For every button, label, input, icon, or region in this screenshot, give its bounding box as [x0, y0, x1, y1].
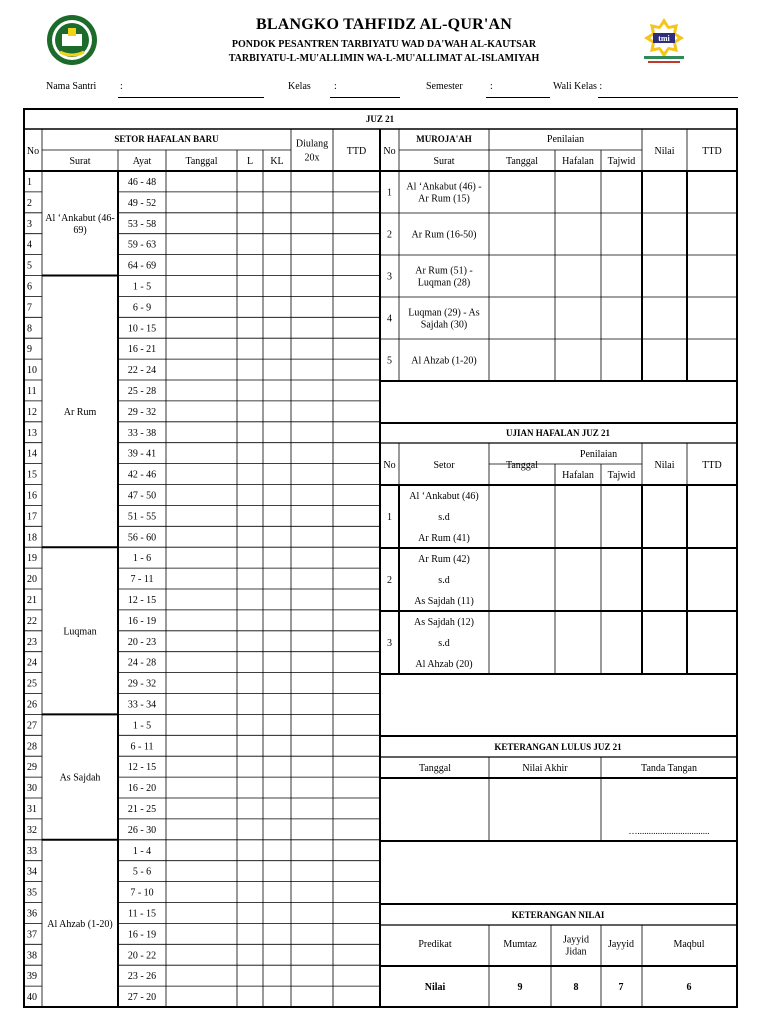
muroja-row-surat: Sajdah (30) [420, 319, 468, 331]
row-number: 38 [27, 950, 37, 962]
row-number: 7 [27, 302, 32, 314]
row-number: 20 [27, 574, 37, 586]
ayat-range: 29 - 32 [127, 678, 157, 690]
page-title: BLANGKO TAHFIDZ AL-QUR'AN [256, 16, 512, 33]
semester-colon: : [490, 81, 493, 92]
ayat-range: 20 - 23 [127, 636, 157, 648]
row-number: 31 [27, 803, 37, 815]
kelas-label: Kelas [288, 81, 311, 92]
kelas-colon: : [334, 81, 337, 92]
row-number: 21 [27, 594, 37, 606]
col-ayat: Ayat [132, 156, 152, 167]
ujian-col-tajwid: Tajwid [607, 470, 636, 481]
ujian-col-hafalan: Hafalan [562, 470, 594, 481]
row-number: 16 [27, 490, 37, 502]
ayat-range: 16 - 20 [127, 783, 157, 795]
nilai-value: 7 [618, 982, 624, 993]
ayat-range: 12 - 15 [127, 594, 157, 606]
ayat-range: 16 - 19 [127, 929, 157, 941]
ayat-range: 33 - 38 [127, 427, 157, 439]
institution-subtitle: TARBIYATU-L-MU'ALLIMIN WA-L-MU'ALLIMAT AL-ISLAMIYAH [228, 53, 540, 64]
muroja-row-surat: Al ‘Ankabut (46) - [406, 181, 482, 193]
ayat-range: 24 - 28 [127, 657, 157, 669]
ayat-range: 42 - 46 [127, 469, 157, 481]
row-number: 37 [27, 929, 37, 941]
row-number: 17 [27, 511, 37, 523]
ayat-range: 16 - 21 [127, 344, 157, 356]
muroja-row-surat: Ar Rum (15) [418, 193, 470, 205]
predikat-jayyid: Jayyid [607, 939, 635, 950]
ayat-range: 47 - 50 [127, 490, 157, 502]
ayat-range: 20 - 22 [127, 950, 157, 962]
muroja-col-tanggal: Tanggal [505, 156, 539, 167]
muroja-row-surat: Al Ahzab (1-20) [411, 355, 477, 367]
muroja-row-no: 2 [387, 229, 392, 241]
muroja-row-no: 3 [387, 271, 392, 283]
col-diulang: 20x [304, 152, 320, 164]
signature-line: …................................ [628, 826, 710, 836]
muroja-title: MUROJA'AH [416, 134, 472, 144]
ayat-range: 11 - 15 [128, 908, 156, 920]
row-number: 39 [27, 971, 37, 983]
row-number: 5 [27, 260, 32, 272]
muroja-col-tajwid: Tajwid [607, 156, 636, 167]
row-number: 13 [27, 427, 37, 439]
ujian-penilaian: Penilaian [579, 449, 618, 460]
ujian-row-setor: Ar Rum (42) [418, 554, 470, 565]
row-number: 28 [27, 741, 37, 753]
row-number: 34 [27, 866, 37, 878]
lulus-col-tanggal: Tanggal [418, 763, 452, 774]
nilai-value: 6 [686, 982, 692, 993]
row-number: 35 [27, 887, 37, 899]
ayat-range: 22 - 24 [127, 365, 157, 377]
ayat-range: 1 - 6 [132, 553, 152, 565]
row-number: 23 [27, 636, 37, 648]
row-number: 9 [27, 344, 32, 356]
surat-name: Al ‘Ankabut (46- [45, 212, 115, 224]
ayat-range: 12 - 15 [127, 762, 157, 774]
muroja-row-surat: Ar Rum (51) - [415, 265, 473, 277]
row-number: 29 [27, 762, 37, 774]
ayat-range: 64 - 69 [127, 260, 157, 272]
ayat-range: 7 - 11 [130, 574, 154, 586]
ujian-col-tanggal: Tanggal [505, 460, 539, 471]
col-kl: KL [270, 156, 284, 167]
ayat-range: 26 - 30 [127, 824, 157, 836]
predikat-mumtaz: Mumtaz [503, 939, 537, 950]
nilai-row-label: Nilai [424, 982, 446, 993]
ayat-range: 25 - 28 [127, 385, 157, 397]
row-number: 8 [27, 323, 32, 335]
lulus-col-tanda-tangan: Tanda Tangan [641, 763, 697, 774]
ayat-range: 1 - 5 [132, 720, 152, 732]
ujian-row-no: 3 [387, 638, 392, 649]
ayat-range: 16 - 19 [127, 615, 157, 627]
row-number: 14 [27, 448, 37, 460]
ayat-range: 1 - 4 [132, 845, 152, 857]
ujian-row-setor: s.d [438, 638, 450, 649]
ujian-title: UJIAN HAFALAN JUZ 21 [505, 428, 611, 438]
muroja-row-surat: Ar Rum (16-50) [411, 229, 477, 241]
row-number: 1 [27, 176, 32, 188]
ayat-range: 53 - 58 [127, 218, 157, 230]
row-number: 25 [27, 678, 37, 690]
nilai-value: 8 [573, 982, 579, 993]
muroja-row-no: 5 [387, 355, 392, 367]
ujian-row-setor: s.d [438, 512, 450, 523]
ayat-range: 7 - 10 [130, 887, 154, 899]
ujian-row-setor: s.d [438, 575, 450, 586]
ayat-range: 21 - 25 [127, 803, 157, 815]
row-number: 40 [27, 992, 37, 1004]
ayat-range: 46 - 48 [127, 176, 157, 188]
row-number: 2 [27, 197, 32, 209]
ayat-range: 23 - 26 [127, 971, 157, 983]
muroja-row-no: 4 [387, 313, 392, 325]
muroja-penilaian: Penilaian [546, 134, 585, 145]
svg-text:tmi: tmi [658, 34, 670, 43]
row-number: 30 [27, 783, 37, 795]
ayat-range: 10 - 15 [127, 323, 157, 335]
surat-name: Ar Rum [63, 406, 97, 418]
row-number: 15 [27, 469, 37, 481]
ujian-row-no: 1 [387, 512, 392, 523]
row-number: 11 [27, 385, 37, 397]
col-tanggal: Tanggal [185, 156, 218, 167]
col-l: L [246, 156, 254, 167]
muroja-col-ttd: TTD [702, 146, 722, 157]
row-number: 26 [27, 699, 37, 711]
ujian-col-ttd: TTD [702, 460, 722, 471]
row-number: 3 [27, 218, 32, 230]
muroja-row-no: 1 [387, 187, 392, 199]
lulus-col-nilai-akhir: Nilai Akhir [522, 763, 568, 774]
ujian-col-no: No [383, 460, 396, 471]
row-number: 33 [27, 845, 37, 857]
row-number: 6 [27, 281, 32, 293]
row-number: 27 [27, 720, 37, 732]
row-number: 4 [27, 239, 32, 251]
institution-name: PONDOK PESANTREN TARBIYATU WAD DA'WAH AL-KAUTSAR [231, 39, 537, 50]
predikat-maqbul: Maqbul [673, 939, 705, 950]
row-number: 22 [27, 615, 37, 627]
row-number: 18 [27, 532, 37, 544]
ayat-range: 33 - 34 [127, 699, 157, 711]
row-number: 32 [27, 824, 37, 836]
col-surat: Surat [69, 156, 91, 167]
setor-title: SETOR HAFALAN BARU [114, 134, 219, 144]
row-number: 10 [27, 365, 37, 377]
ujian-row-setor: Al ‘Ankabut (46) [409, 491, 479, 502]
row-number: 36 [27, 908, 37, 920]
predikat-jayyid-jidan: Jayyid [562, 934, 590, 946]
col-no: No [26, 146, 40, 157]
nilai-predikat-label: Predikat [418, 939, 452, 950]
nama-santri-label: Nama Santri [46, 81, 97, 92]
surat-name: As Sajdah [59, 772, 101, 784]
nilai-value: 9 [517, 982, 523, 993]
ujian-row-setor: Ar Rum (41) [418, 533, 470, 544]
surat-name: Luqman [63, 626, 97, 638]
ayat-range: 1 - 5 [132, 281, 152, 293]
muroja-col-no: No [383, 146, 396, 157]
surat-name: 69) [73, 224, 87, 236]
semester-label: Semester [426, 81, 463, 92]
predikat-jayyid-jidan: Jidan [565, 946, 587, 958]
ayat-range: 51 - 55 [127, 511, 157, 523]
muroja-col-nilai: Nilai [654, 146, 675, 157]
ayat-range: 6 - 11 [130, 741, 154, 753]
col-ttd: TTD [346, 146, 367, 157]
ujian-col-setor: Setor [433, 460, 455, 471]
ayat-range: 27 - 20 [127, 992, 157, 1004]
muroja-col-surat: Surat [433, 156, 455, 167]
ayat-range: 6 - 9 [132, 302, 152, 314]
row-number: 19 [27, 553, 37, 565]
ujian-row-setor: As Sajdah (12) [414, 617, 474, 628]
muroja-row-surat: Luqman (29) - As [408, 307, 480, 319]
ayat-range: 29 - 32 [127, 406, 157, 418]
juz-title: JUZ 21 [365, 114, 395, 124]
row-number: 12 [27, 406, 37, 418]
ujian-row-setor: As Sajdah (11) [414, 596, 474, 607]
lulus-title: KETERANGAN LULUS JUZ 21 [494, 742, 622, 752]
ayat-range: 39 - 41 [127, 448, 157, 460]
keterangan-nilai-title: KETERANGAN NILAI [511, 910, 605, 920]
ujian-row-setor: Al Ahzab (20) [415, 659, 473, 670]
col-diulang: Diulang [295, 138, 329, 150]
ayat-range: 5 - 6 [132, 866, 152, 878]
ujian-col-nilai: Nilai [654, 460, 675, 471]
ujian-row-no: 2 [387, 575, 392, 586]
ayat-range: 56 - 60 [127, 532, 157, 544]
muroja-row-surat: Luqman (28) [417, 277, 471, 289]
row-number: 24 [27, 657, 37, 669]
ayat-range: 59 - 63 [127, 239, 157, 251]
nama-santri-colon: : [120, 81, 123, 92]
muroja-col-hafalan: Hafalan [562, 156, 594, 167]
surat-name: Al Ahzab (1-20) [47, 918, 113, 930]
ayat-range: 49 - 52 [127, 197, 157, 209]
wali-kelas-label: Wali Kelas : [553, 81, 603, 92]
